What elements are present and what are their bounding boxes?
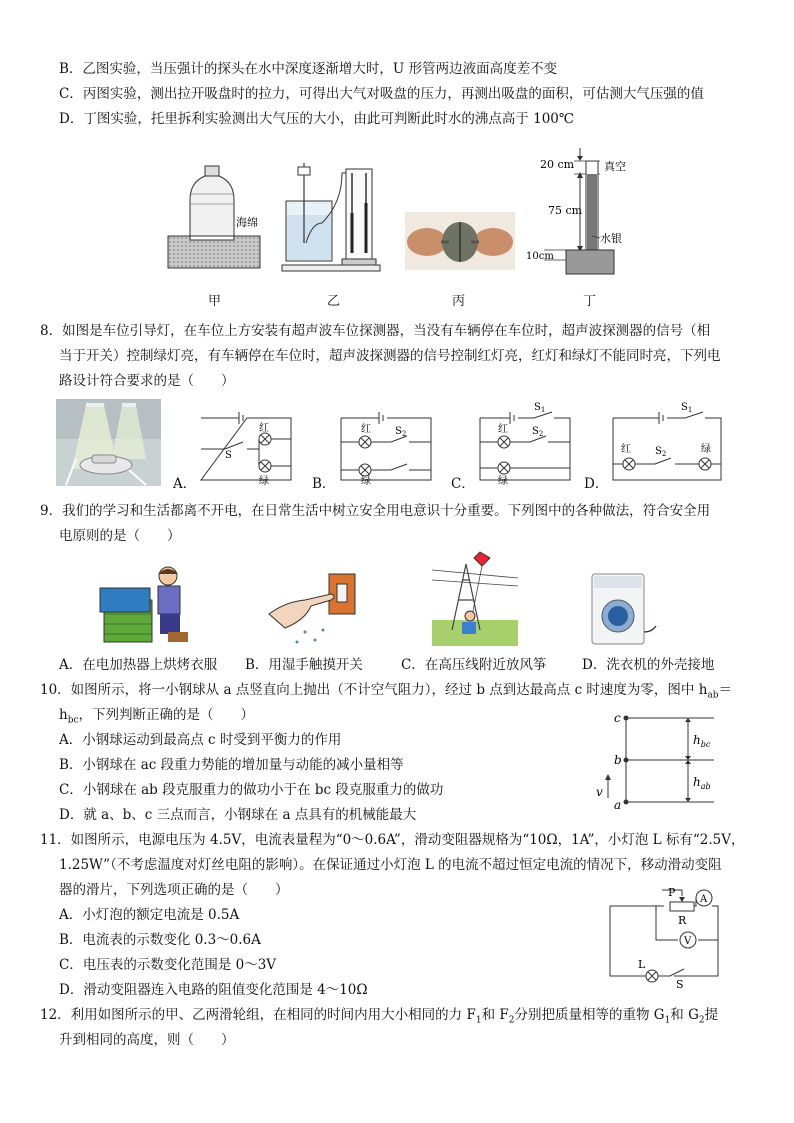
q9-image-a — [98, 564, 192, 646]
q9-image-c — [432, 550, 518, 646]
q10-option-d: D．就 a、b、c 三点而言，小钢球在 a 点具有的机械能最大 — [59, 807, 417, 823]
q9-option-a: A．在电加热器上烘烤衣服 — [59, 657, 218, 673]
q7-figure-ding — [526, 148, 636, 276]
q8b-green-label: 绿 — [361, 476, 371, 487]
q8d-red-label: 红 — [621, 444, 631, 455]
resistor-r-label: R — [678, 914, 687, 927]
q8d-s1-label: $S_1$ — [681, 402, 693, 414]
q11-stem-line2: 1.25W”（不考虑温度对灯丝电阻的影响）。在保证通过小灯泡 L 的电流不超过恒定电流的情况下，移动滑动变阻 — [59, 857, 722, 873]
q8-option-c-label: C． — [451, 476, 475, 492]
q11-option-a: A．小灯泡的额定电流是 0.5A — [59, 907, 240, 923]
sponge — [168, 236, 260, 268]
q8b-s2-label: $S_2$ — [395, 426, 407, 438]
caption-bing: 丙 — [452, 294, 466, 309]
q8-stem-line2: 当于开关）控制绿灯亮，有车辆停在车位时，超声波探测器的信号控制红灯亮，红灯和绿灯不能同时亮，下列电 — [59, 348, 721, 364]
torr-vacuum-label: 真空 — [604, 160, 626, 173]
q8b-red-label: 红 — [361, 424, 371, 435]
q7-option-b: B．乙图实验，当压强计的探头在水中深度逐渐增大时，U 形管两边液面高度差不变 — [59, 61, 558, 77]
q10-option-c: C．小钢球在 ab 段克服重力的做功小于在 bc 段克服重力的做功 — [59, 782, 444, 798]
q8d-s2-label: $S_2$ — [655, 446, 667, 458]
q8a-green-label: 绿 — [259, 476, 269, 487]
q7-figure-jia — [160, 160, 270, 272]
q11-stem-line3: 器的滑片，下列选项正确的是（ ） — [59, 882, 289, 898]
q11-figure — [604, 884, 724, 991]
slider-p-label: P — [668, 886, 676, 899]
torr-75cm-label: 75 cm — [548, 204, 583, 217]
torr-10cm-label: 10cm — [526, 251, 554, 262]
q7-option-d: D．丁图实验，托里拆利实验测出大气压的大小，由此可判断此时水的沸点高于 100℃ — [59, 111, 574, 127]
sponge-label: 海绵 — [236, 216, 258, 229]
velocity-label: v — [596, 785, 603, 799]
q9-option-c: C．在高压线附近放风筝 — [401, 657, 547, 673]
q7-option-c: C．丙图实验，测出拉开吸盘时的拉力，可得出大气对吸盘的压力，再测出吸盘的面积，可估测大气压强的值 — [59, 86, 704, 102]
ammeter-label: A — [700, 894, 708, 905]
q7-figure-bing — [405, 212, 515, 270]
q8c-red-label: 红 — [498, 424, 508, 435]
caption-ding: 丁 — [583, 294, 597, 309]
q9-option-b: B．用湿手触摸开关 — [245, 657, 363, 673]
point-c-label: c — [614, 711, 621, 725]
q10-option-a: A．小钢球运动到最高点 c 时受到平衡力的作用 — [59, 732, 342, 748]
q9-stem-line2: 电原则的是（ ） — [59, 528, 181, 544]
q8-option-b-label: B． — [312, 476, 336, 492]
hbc-label: $h_{bc}$ — [693, 733, 711, 749]
torr-mercury-label: 水银 — [600, 232, 622, 245]
q10-figure — [594, 708, 724, 810]
hab-label: $h_{ab}$ — [693, 775, 711, 791]
q8a-red-label: 红 — [259, 423, 269, 434]
q8-option-a-label: A． — [173, 476, 197, 492]
q11-option-b: B．电流表的示数变化 0.3～0.6A — [59, 932, 261, 948]
caption-jia: 甲 — [208, 294, 222, 309]
q8-option-d-label: D． — [584, 476, 609, 492]
q9-image-d — [590, 572, 660, 648]
q8c-s1-label: $S_1$ — [534, 402, 546, 414]
q10-stem-line1: 10．如图所示，将一小钢球从 a 点竖直向上抛出（不计空气阻力），经过 b 点到达最高点 c 时速度为零，图中 $h_{ab}=$ — [40, 682, 733, 701]
q8d-green-label: 绿 — [701, 444, 711, 455]
q8-stem-line3: 路设计符合要求的是（ ） — [59, 373, 235, 389]
q10-option-b: B．小钢球在 ac 段重力势能的增加量与动能的减小量相等 — [59, 757, 404, 773]
caption-yi: 乙 — [327, 294, 341, 309]
q8-circuit-a — [197, 404, 297, 486]
q8a-switch-label: S — [225, 450, 232, 461]
switch-s-label: S — [676, 978, 684, 991]
q9-image-b — [265, 570, 359, 648]
point-b-label: b — [614, 753, 622, 767]
q8-circuit-b — [337, 404, 437, 486]
q11-option-c: C．电压表的示数变化范围是 0～3V — [59, 957, 277, 973]
q7-figure-yi — [282, 153, 382, 273]
q8-parking-photo — [56, 399, 161, 486]
bottle — [190, 176, 234, 236]
q11-option-d: D．滑动变阻器连入电路的阻值变化范围是 4～10Ω — [59, 982, 368, 998]
q9-option-d: D．洗衣机的外壳接地 — [582, 657, 715, 673]
lamp-l-label: L — [638, 958, 646, 971]
q10-stem-line2: $h_{bc}$，下列判断正确的是（ ） — [59, 707, 255, 726]
q9-stem-line1: 9．我们的学习和生活都离不开电，在日常生活中树立安全用电意识十分重要。下列图中的各种做法，符合安全用 — [40, 503, 711, 519]
q8c-green-label: 绿 — [498, 476, 508, 487]
q12-stem-line1: 12．利用如图所示的甲、乙两滑轮组，在相同的时间内用大小相同的力 $F_1$和 $F_2$分别把质量相等的重物 $G_1$和 $G_2$提 — [40, 1007, 719, 1026]
bottle-cap — [205, 166, 219, 176]
torr-20cm-label: 20 cm — [540, 158, 575, 171]
q8-circuit-c — [476, 400, 576, 486]
q8c-s2-label: $S_2$ — [532, 426, 544, 438]
voltmeter-label: V — [684, 936, 692, 947]
q8-stem-line1: 8．如图是车位引导灯，在车位上方安装有超声波车位探测器，当没有车辆停在车位时，超声波探测器的信号（相 — [40, 323, 711, 339]
q11-stem-line1: 11．如图所示，电源电压为 4.5V，电流表量程为“0～0.6A”，滑动变阻器规格为“10Ω，1A”，小灯泡 L 标有“2.5V， — [40, 832, 745, 848]
point-a-label: a — [614, 798, 622, 812]
q8-circuit-d — [609, 400, 729, 486]
q12-stem-line2: 升到相同的高度，则（ ） — [59, 1032, 235, 1048]
